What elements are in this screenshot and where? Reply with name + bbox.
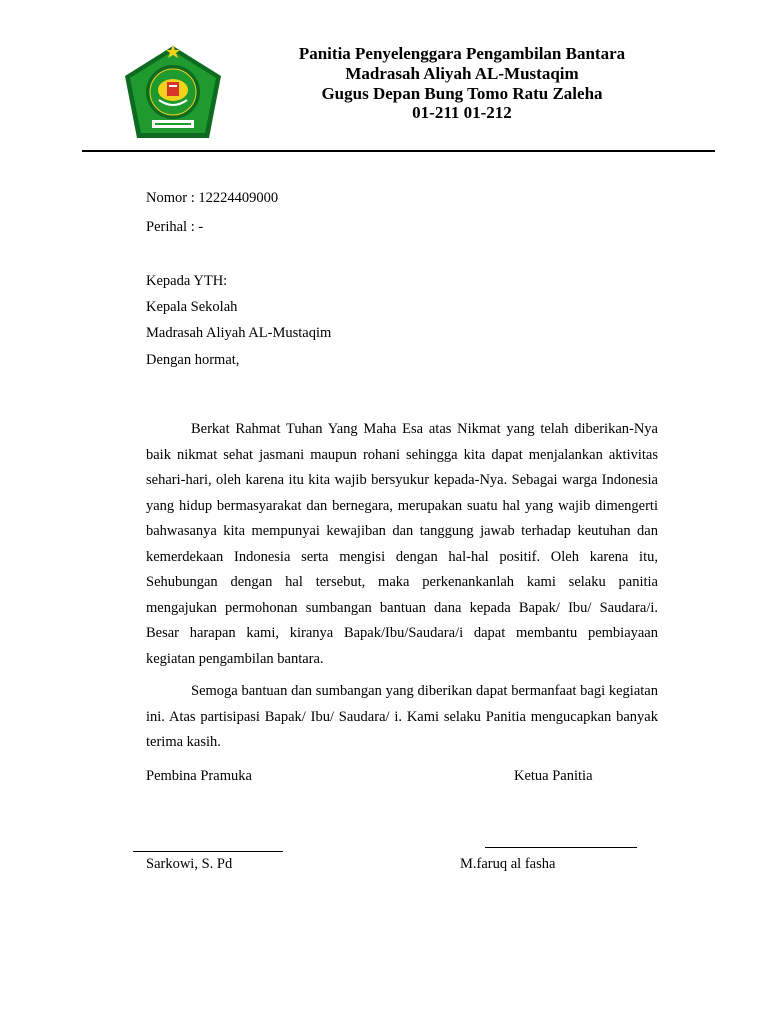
signature-left-name: Sarkowi, S. Pd	[146, 856, 233, 872]
letter-number: Nomor : 12224409000	[146, 190, 279, 206]
header-numbers: 01-211 01-212	[412, 103, 512, 122]
signature-line-left	[133, 851, 283, 852]
letter-subject: Perihal : -	[146, 219, 204, 235]
header-school: Madrasah Aliyah AL-Mustaqim	[345, 64, 579, 83]
recipient-title: Kepala Sekolah	[146, 299, 238, 315]
recipient-salutation: Kepada YTH:	[146, 273, 228, 289]
signature-right-title: Ketua Panitia	[514, 768, 593, 784]
signature-line-right	[485, 847, 637, 848]
body-paragraph-2	[146, 679, 658, 756]
recipient-institution: Madrasah Aliyah AL-Mustaqim	[146, 325, 332, 341]
header-organization: Panitia Penyelenggara Pengambilan Bantara	[298, 44, 626, 63]
header-gugus-depan: Gugus Depan Bung Tomo Ratu Zaleha	[321, 84, 603, 103]
signature-right-name: M.faruq al fasha	[460, 856, 556, 872]
madrasah-emblem-icon	[122, 42, 224, 142]
signature-left-title: Pembina Pramuka	[146, 768, 252, 784]
body-paragraph-2-text: Semoga bantuan dan sumbangan yang diberikan dapat bermanfaat bagi kegiatan ini. Atas partisipasi Bapak/ Ibu/ Saudara/ i. Kami selaku Panitia mengucapkan banyak terima kasih.	[146, 683, 658, 750]
greeting: Dengan hormat,	[146, 352, 240, 368]
body-paragraph-1-text: Berkat Rahmat Tuhan Yang Maha Esa atas Nikmat yang telah diberikan-Nya baik nikmat sehat jasmani maupun rohani sehingga kita dapat menjalankan aktivitas sehari-hari, oleh karena itu kita wajib bersyukur kepada-Nya. Sebagai warga Indonesia yang hidup bermasyarakat dan bernegara, merupakan suatu hal yang wajib dimengerti bahwasanya kita mempunyai kewajiban dan tanggung jawab terhadap keutuhan dan kemerdekaan Indonesia serta mengisi dengan hal-hal positif. Oleh karena itu, Sehubungan dengan hal tersebut, maka perkenankanlah kami selaku panitia mengajukan permohonan sumbangan bantuan dana kepada Bapak/ Ibu/ Saudara/i. Besar harapan kami, kiranya Bapak/Ibu/Saudara/i dapat membantu pembiayaan kegiatan pengambilan bantara.	[146, 421, 658, 667]
header-divider	[82, 150, 715, 152]
body-paragraph-1	[146, 417, 658, 672]
